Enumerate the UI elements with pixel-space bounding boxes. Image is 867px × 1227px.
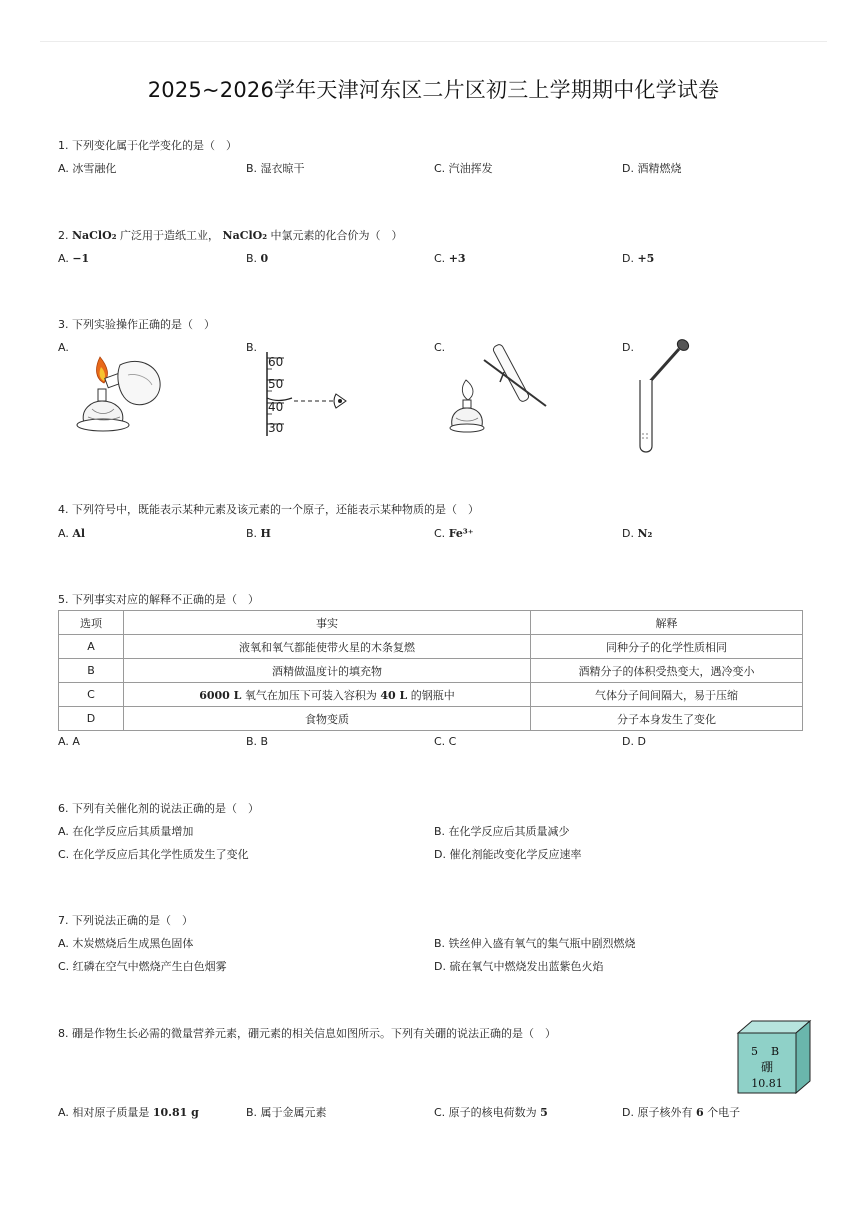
q1-option-b[interactable]: B. 湿衣晾干 [246, 162, 305, 175]
q2-option-a[interactable]: A. −1 [58, 252, 90, 265]
question-7: 7. 下列说法正确的是（ ） [58, 914, 193, 927]
q7-option-b[interactable]: B. 铁丝伸入盛有氧气的集气瓶中剧烈燃烧 [434, 937, 636, 950]
q6-option-a[interactable]: A. 在化学反应后其质量增加 [58, 825, 194, 838]
q8-option-b[interactable]: B. 属于金属元素 [246, 1106, 327, 1119]
q3-option-a[interactable]: A. [58, 341, 69, 354]
q1-option-c[interactable]: C. 汽油挥发 [434, 162, 493, 175]
q5-option-c[interactable]: C. C [434, 735, 457, 748]
dropper-test-tube-figure [632, 336, 692, 456]
formula-naclo2: NaClO₂ [222, 229, 268, 242]
atomic-number: 5 [751, 1045, 758, 1058]
svg-text:50: 50 [268, 377, 284, 391]
boron-element-cube [736, 1019, 812, 1095]
header-divider [40, 41, 827, 42]
q7-option-a[interactable]: A. 木炭燃烧后生成黑色固体 [58, 937, 194, 950]
heating-test-tube-figure [446, 338, 556, 438]
question-4: 4. 下列符号中，既能表示某种元素及该元素的一个原子，还能表示某种物质的是（ ） [58, 503, 479, 516]
page-title: 2025~2026学年天津河东区二片区初三上学期期中化学试卷 [147, 78, 720, 102]
table-header-cell: 事实 [124, 611, 531, 635]
question-5: 5. 下列事实对应的解释不正确的是（ ） [58, 593, 259, 606]
question-8: 8. 硼是作物生长必需的微量营养元素，硼元素的相关信息如图所示。下列有关硼的说法正确的是（ ） [58, 1027, 556, 1040]
q3-option-d[interactable]: D. [622, 341, 634, 354]
q4-option-c[interactable]: C. Fe³⁺ [434, 527, 474, 540]
cube-side-face [796, 1021, 810, 1093]
q1-option-a[interactable]: A. 冰雪融化 [58, 162, 117, 175]
svg-text:40: 40 [268, 400, 284, 414]
element-symbol: B [771, 1045, 780, 1058]
q5-option-a[interactable]: A. A [58, 735, 80, 748]
q4-option-d[interactable]: D. N₂ [622, 527, 653, 540]
q1-option-d[interactable]: D. 酒精燃烧 [622, 162, 682, 175]
q2-option-d[interactable]: D. +5 [622, 252, 655, 265]
table-row: B 酒精做温度计的填充物 酒精分子的体积受热变大，遇冷变小 [59, 659, 803, 683]
q6-option-b[interactable]: B. 在化学反应后其质量减少 [434, 825, 570, 838]
svg-text:30: 30 [268, 421, 284, 435]
q7-option-c[interactable]: C. 红磷在空气中燃烧产生白色烟雾 [58, 960, 227, 973]
q3-option-b[interactable]: B. [246, 341, 258, 354]
q3-option-c[interactable]: C. [434, 341, 446, 354]
alcohol-lamp-figure [70, 345, 170, 445]
q6-option-c[interactable]: C. 在化学反应后其化学性质发生了变化 [58, 848, 249, 861]
table-row: A 液氧和氧气都能使带火星的木条复燃 同种分子的化学性质相同 [59, 635, 803, 659]
q2-option-b[interactable]: B. 0 [246, 252, 269, 265]
q7-option-d[interactable]: D. 硫在氧气中燃烧发出蓝紫色火焰 [434, 960, 604, 973]
q5-table [58, 610, 803, 731]
graduated-cylinder-figure [258, 348, 358, 440]
question-2: 2. NaClO₂ 广泛用于造纸工业， NaClO₂ 中氯元素的化合价为（ ） [58, 229, 403, 242]
table-header-cell: 选项 [59, 611, 124, 635]
q2-option-c[interactable]: C. +3 [434, 252, 466, 265]
question-3: 3. 下列实验操作正确的是（ ） [58, 318, 215, 331]
formula-naclo2: NaClO₂ [72, 229, 117, 242]
q4-option-b[interactable]: B. H [246, 527, 271, 540]
q6-option-d[interactable]: D. 催化剂能改变化学反应速率 [434, 848, 582, 861]
atomic-mass: 10.81 [751, 1077, 783, 1090]
q8-option-c[interactable]: C. 原子的核电荷数为 5 [434, 1106, 548, 1119]
q5-option-b[interactable]: B. B [246, 735, 269, 748]
element-name: 硼 [760, 1060, 774, 1074]
q8-option-a[interactable]: A. 相对原子质量是 10.81 g [58, 1106, 199, 1119]
question-6: 6. 下列有关催化剂的说法正确的是（ ） [58, 802, 259, 815]
table-row: D 食物变质 分子本身发生了变化 [59, 707, 803, 731]
svg-text:60: 60 [268, 355, 284, 369]
q8-option-d[interactable]: D. 原子核外有 6 个电子 [622, 1106, 741, 1119]
table-header-cell: 解释 [531, 611, 803, 635]
q4-option-a[interactable]: A. Al [58, 527, 86, 540]
q5-option-d[interactable]: D. D [622, 735, 646, 748]
table-row: C 6000 L 氧气在加压下可装入容积为 40 L 的钢瓶中 气体分子间间隔大，易于压缩 [59, 683, 803, 707]
question-1: 1. 下列变化属于化学变化的是（ ） [58, 139, 237, 152]
table-header-row [59, 611, 803, 635]
